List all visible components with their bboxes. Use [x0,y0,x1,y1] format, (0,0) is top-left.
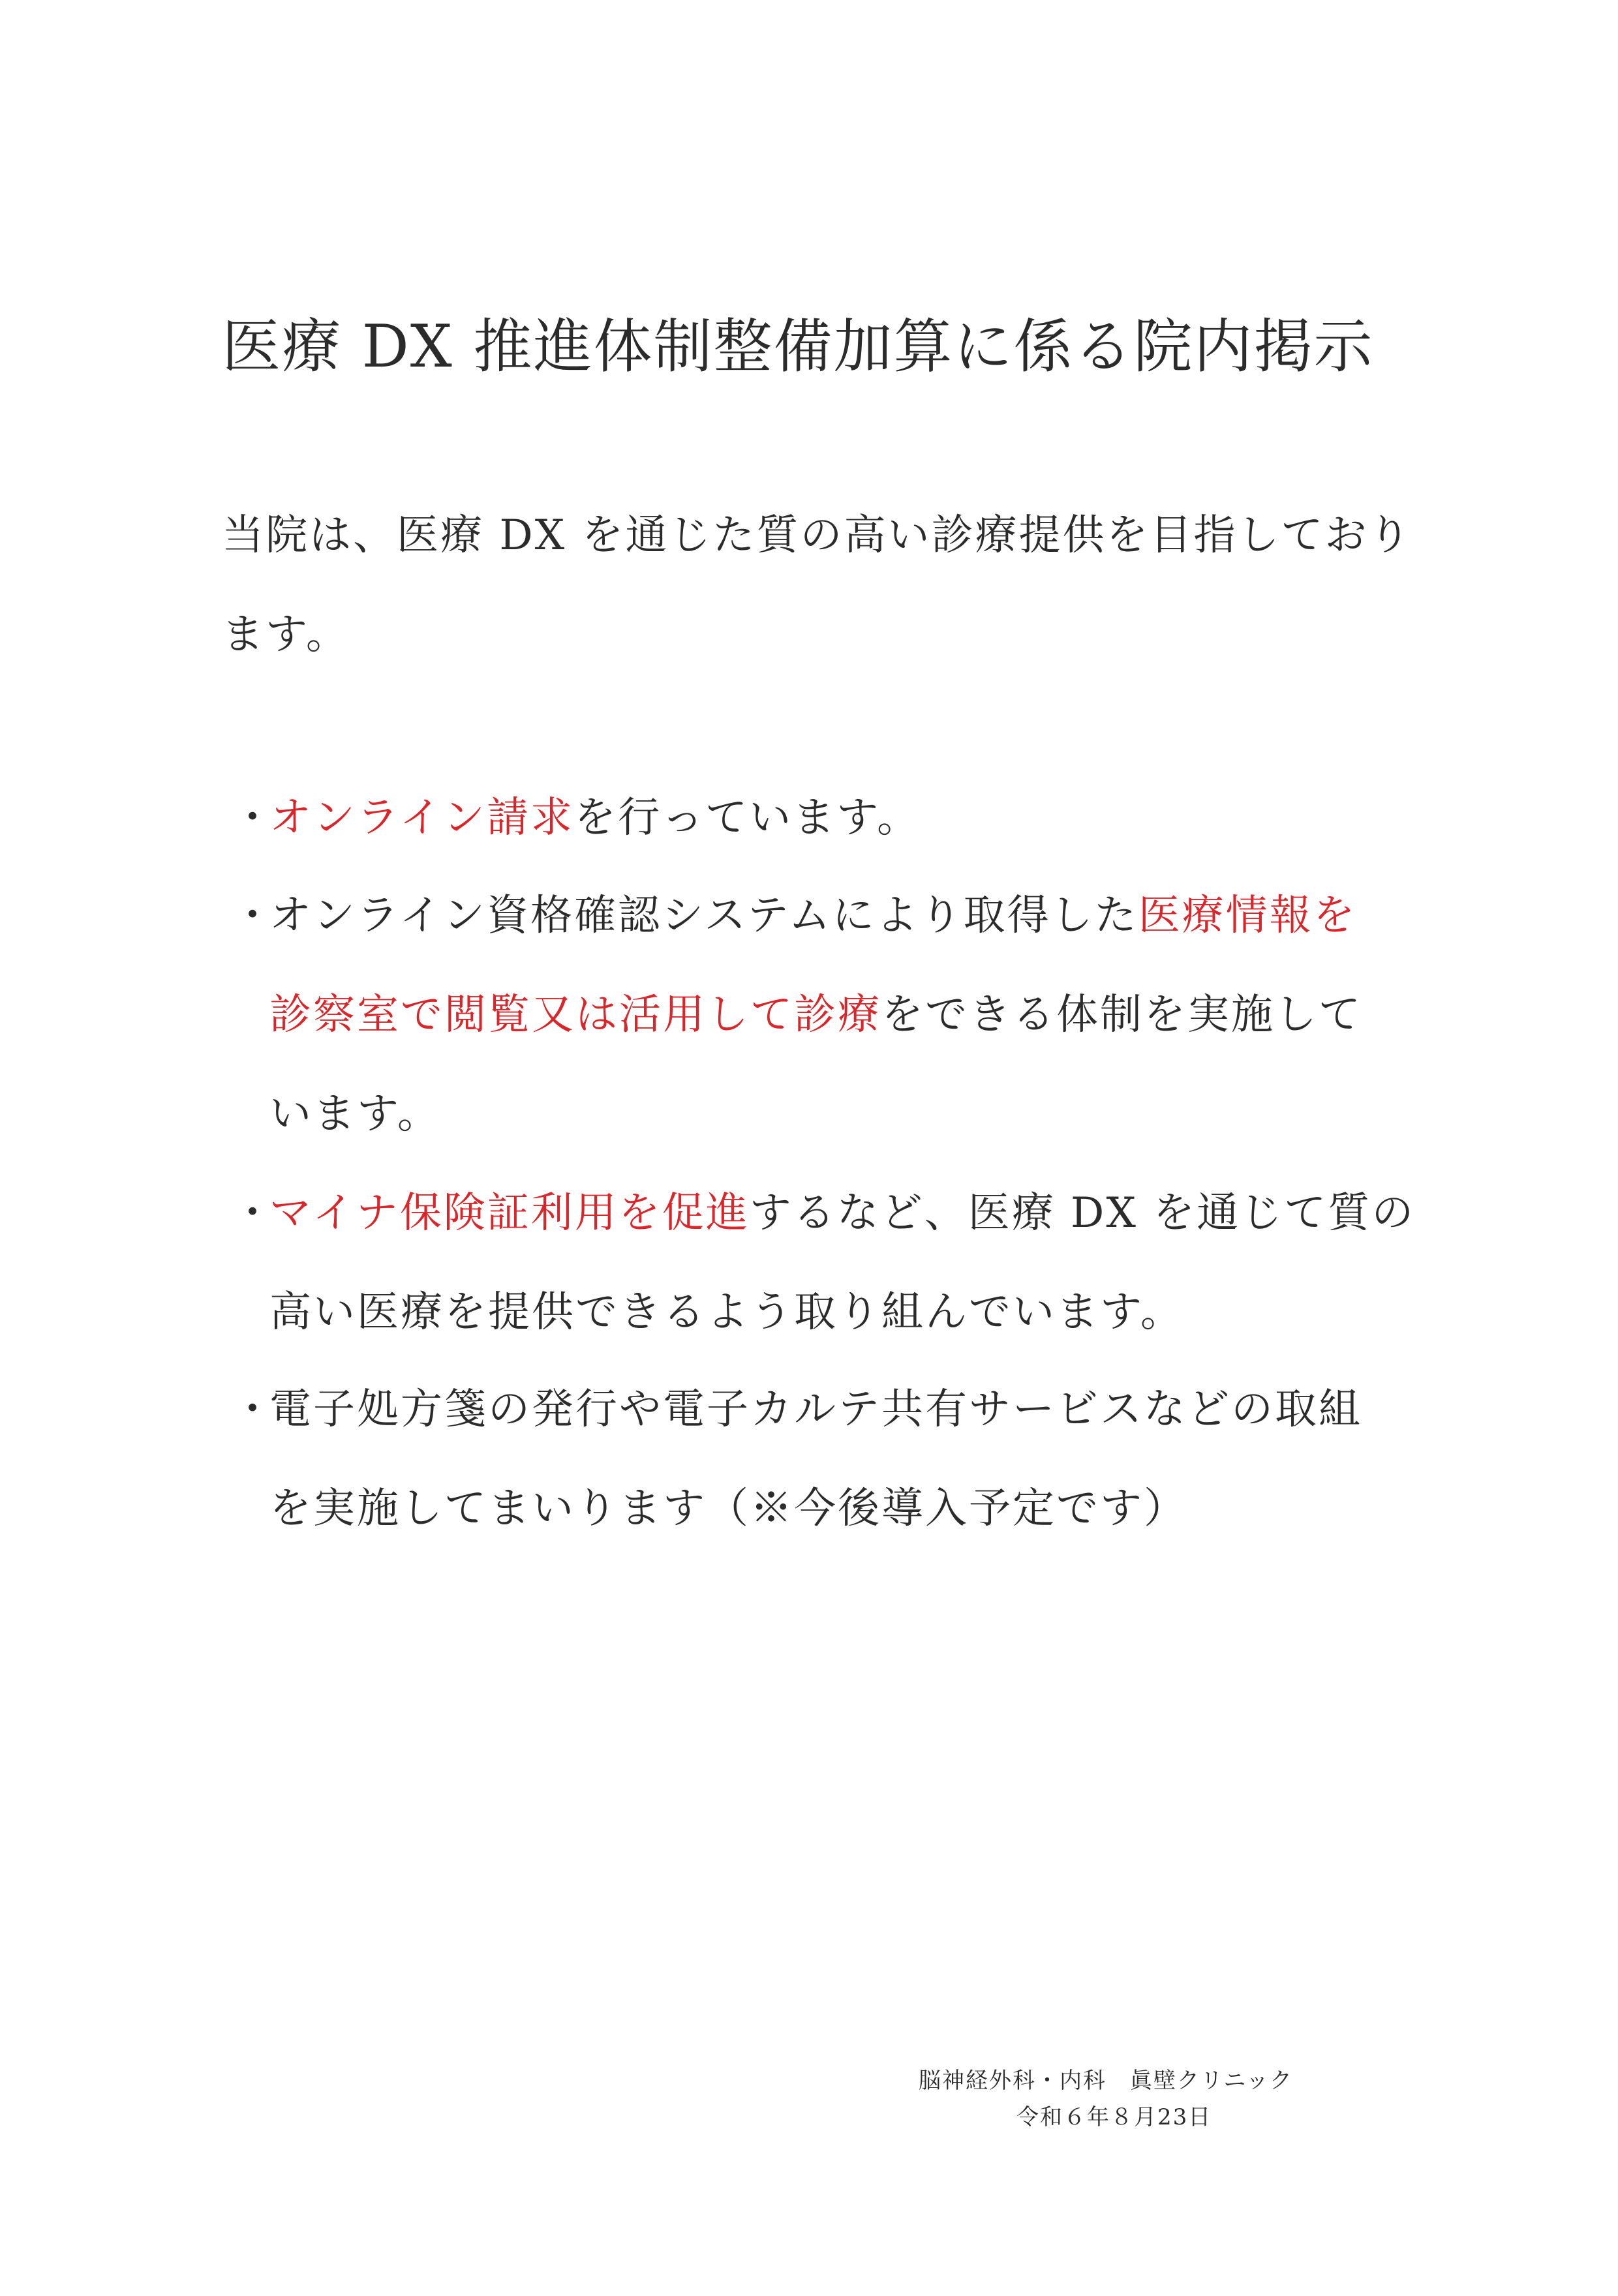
bullet-online-billing [232,768,921,868]
bullet-marker: ・ [232,794,275,842]
intro-line-2: ます。 [222,611,350,659]
intro-line-1: 当院は、医療 DX を通じた質の高い診療提供を目指しており [222,511,1412,560]
clinic-name: 脳神経外科・内科 眞壁クリニック [919,2068,1293,2094]
bullet-line [232,965,1362,1065]
bullet-line: 高い医療を提供できるよう取り組んでいます。 [269,1288,1184,1337]
bullet-line: います。 [269,1090,441,1138]
highlight-text: マイナ保険証利用を促進 [269,1189,750,1237]
bullet-text: オンライン資格確認システムにより取得した [269,892,1138,940]
bullet-line: を実施してまいります（※今後導入予定です） [269,1485,1187,1533]
bullet-marker: ・ [232,1385,275,1434]
bullet-line [232,866,1362,965]
bullet-line [232,1164,1415,1263]
bullet-text: するなど、医療 DX を通じて質の [749,1189,1416,1237]
bullet-text: 電子処方箋の発行や電子カルテ共有サービスなどの取組 [269,1385,1362,1434]
bullet-my-number-card [232,1164,1415,1362]
signature-block [919,2062,1293,2136]
bullet-line [232,768,921,868]
bullet-marker: ・ [232,1189,275,1237]
bullet-text: をできる体制を実施して [881,991,1362,1039]
bullet-online-qualification [232,866,1362,1164]
highlight-text: オンライン請求 [269,794,575,842]
notice-date: 令和６年８月23日 [1016,2104,1212,2130]
notice-title: 医療 DX 推進体制整備加算に係る院内掲示 [222,312,1374,381]
bullet-text: を行っています。 [574,794,921,842]
highlight-text: 診察室で閲覧又は活用して診療 [269,991,881,1039]
highlight-text: 医療情報を [1138,892,1357,940]
bullet-e-prescription [232,1360,1362,1558]
intro-paragraph [222,486,1412,684]
bullet-line [232,1360,1362,1459]
bullet-marker: ・ [232,892,275,940]
